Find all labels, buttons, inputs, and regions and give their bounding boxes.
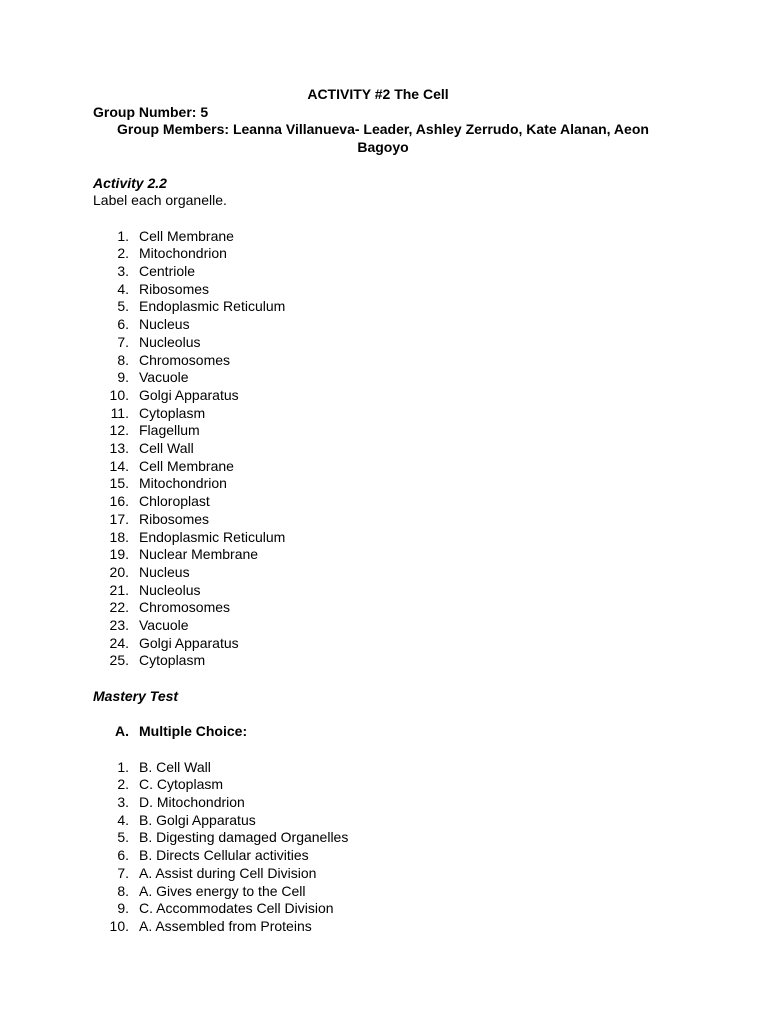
list-item-text: B. Digesting damaged Organelles bbox=[139, 829, 349, 846]
list-item-number: 4. bbox=[117, 811, 129, 828]
list-item-number: 18. bbox=[109, 528, 129, 545]
answer-item bbox=[93, 883, 673, 901]
list-item-number: 14. bbox=[109, 457, 129, 474]
spacer bbox=[93, 210, 673, 228]
list-item-number: 1. bbox=[117, 758, 129, 775]
organelle-item bbox=[93, 263, 673, 281]
list-item-number: 10. bbox=[109, 917, 129, 934]
list-item-number: 12. bbox=[109, 422, 129, 439]
list-item-number: 25. bbox=[109, 652, 129, 669]
list-item-number: 8. bbox=[117, 882, 129, 899]
list-item-number: 7. bbox=[117, 864, 129, 881]
organelle-item bbox=[93, 511, 673, 529]
organelle-item bbox=[93, 228, 673, 246]
list-item-text: Chromosomes bbox=[139, 599, 231, 616]
section-a-title: Multiple Choice: bbox=[139, 723, 248, 740]
list-item-number: 7. bbox=[117, 333, 129, 350]
organelle-item bbox=[93, 617, 673, 635]
list-item-text: Cytoplasm bbox=[139, 652, 206, 669]
organelle-item bbox=[93, 546, 673, 564]
list-item-number: 22. bbox=[109, 599, 129, 616]
list-item-number: 21. bbox=[109, 581, 129, 598]
list-item-number: 2. bbox=[117, 245, 129, 262]
list-item-text: Mitochondrion bbox=[139, 245, 227, 262]
list-item-text: B. Golgi Apparatus bbox=[139, 811, 256, 828]
organelle-item bbox=[93, 635, 673, 653]
list-item-text: Cytoplasm bbox=[139, 404, 206, 421]
list-item-text: D. Mitochondrion bbox=[139, 794, 245, 811]
spacer bbox=[93, 706, 673, 724]
answer-item bbox=[93, 900, 673, 918]
list-item-number: 2. bbox=[117, 776, 129, 793]
document-page bbox=[93, 86, 673, 936]
list-item-text: Cell Wall bbox=[139, 440, 194, 457]
list-item-number: 23. bbox=[109, 617, 129, 634]
list-item-text: Golgi Apparatus bbox=[139, 634, 239, 651]
answer-item bbox=[93, 812, 673, 830]
organelle-item bbox=[93, 298, 673, 316]
list-item-number: 13. bbox=[109, 440, 129, 457]
organelle-list bbox=[93, 228, 673, 671]
answer-item bbox=[93, 918, 673, 936]
organelle-item bbox=[93, 422, 673, 440]
activity-instruction: Label each organelle. bbox=[93, 192, 227, 209]
answer-list bbox=[93, 759, 673, 936]
list-item-text: Nucleolus bbox=[139, 581, 201, 598]
list-item-number: 20. bbox=[109, 563, 129, 580]
list-item-text: Chromosomes bbox=[139, 351, 231, 368]
organelle-item bbox=[93, 458, 673, 476]
group-members: Group Members: Leanna Villanueva- Leader, Ashley Zerrudo, Kate Alanan, Aeon Bagoyo bbox=[117, 121, 649, 156]
list-item-number: 19. bbox=[109, 546, 129, 563]
organelle-item bbox=[93, 352, 673, 370]
answer-item bbox=[93, 865, 673, 883]
activity-title: Activity 2.2 bbox=[93, 174, 167, 191]
list-item-text: Nucleus bbox=[139, 316, 190, 333]
organelle-item bbox=[93, 334, 673, 352]
list-item-text: Ribosomes bbox=[139, 510, 210, 527]
list-item-text: Flagellum bbox=[139, 422, 200, 439]
list-item-number: 9. bbox=[117, 369, 129, 386]
list-item-number: 4. bbox=[117, 280, 129, 297]
organelle-item bbox=[93, 369, 673, 387]
list-item-number: 6. bbox=[117, 847, 129, 864]
spacer bbox=[93, 157, 673, 175]
list-item-number: 6. bbox=[117, 316, 129, 333]
list-item-text: Nucleolus bbox=[139, 333, 201, 350]
answer-item bbox=[93, 829, 673, 847]
list-item-number: 17. bbox=[109, 510, 129, 527]
organelle-item bbox=[93, 316, 673, 334]
organelle-item bbox=[93, 245, 673, 263]
list-item-number: 1. bbox=[117, 227, 129, 244]
list-item-text: Endoplasmic Reticulum bbox=[139, 298, 286, 315]
document-title: ACTIVITY #2 The Cell bbox=[307, 86, 449, 102]
list-item-text: Vacuole bbox=[139, 369, 189, 386]
list-item-number: 3. bbox=[117, 263, 129, 279]
list-item-text: Mitochondrion bbox=[139, 475, 227, 492]
organelle-item bbox=[93, 582, 673, 600]
organelle-item bbox=[93, 405, 673, 423]
list-item-number: 24. bbox=[109, 634, 129, 651]
list-item-number: 8. bbox=[117, 351, 129, 368]
answer-item bbox=[93, 776, 673, 794]
answer-item bbox=[93, 794, 673, 812]
list-item-text: A. Assembled from Proteins bbox=[139, 917, 312, 934]
list-item-text: B. Directs Cellular activities bbox=[139, 847, 309, 864]
list-item-text: B. Cell Wall bbox=[139, 758, 211, 775]
list-item-number: 11. bbox=[110, 404, 129, 421]
answer-item bbox=[93, 759, 673, 777]
answer-item bbox=[93, 847, 673, 865]
list-item-text: Endoplasmic Reticulum bbox=[139, 528, 286, 545]
list-item-number: 5. bbox=[117, 829, 129, 846]
organelle-item bbox=[93, 652, 673, 670]
list-item-text: C. Accommodates Cell Division bbox=[139, 900, 334, 917]
organelle-item bbox=[93, 493, 673, 511]
list-item-number: 9. bbox=[117, 900, 129, 917]
list-item-text: Centriole bbox=[139, 263, 196, 279]
list-item-number: 15. bbox=[109, 475, 129, 492]
organelle-item bbox=[93, 599, 673, 617]
list-item-text: Nuclear Membrane bbox=[139, 546, 259, 563]
list-item-text: A. Assist during Cell Division bbox=[139, 864, 317, 881]
spacer bbox=[93, 741, 673, 759]
organelle-item bbox=[93, 529, 673, 547]
list-item-text: Chloroplast bbox=[139, 493, 210, 510]
list-item-text: C. Cytoplasm bbox=[139, 776, 224, 793]
section-a-number: A. bbox=[115, 723, 129, 740]
list-item-number: 3. bbox=[117, 794, 129, 811]
list-item-text: A. Gives energy to the Cell bbox=[139, 882, 306, 899]
group-number: Group Number: 5 bbox=[93, 103, 209, 120]
list-item-text: Vacuole bbox=[139, 617, 189, 634]
list-item-text: Ribosomes bbox=[139, 280, 210, 297]
list-item-number: 10. bbox=[109, 386, 129, 403]
list-item-number: 5. bbox=[117, 298, 129, 315]
spacer bbox=[93, 670, 673, 688]
organelle-item bbox=[93, 564, 673, 582]
list-item-text: Golgi Apparatus bbox=[139, 386, 239, 403]
list-item-text: Nucleus bbox=[139, 563, 190, 580]
mastery-title: Mastery Test bbox=[93, 687, 179, 704]
organelle-item bbox=[93, 387, 673, 405]
organelle-item bbox=[93, 281, 673, 299]
list-item-number: 16. bbox=[109, 493, 129, 510]
organelle-item bbox=[93, 475, 673, 493]
list-item-text: Cell Membrane bbox=[139, 227, 234, 244]
list-item-text: Cell Membrane bbox=[139, 457, 234, 474]
section-a-heading bbox=[93, 723, 673, 741]
organelle-item bbox=[93, 440, 673, 458]
